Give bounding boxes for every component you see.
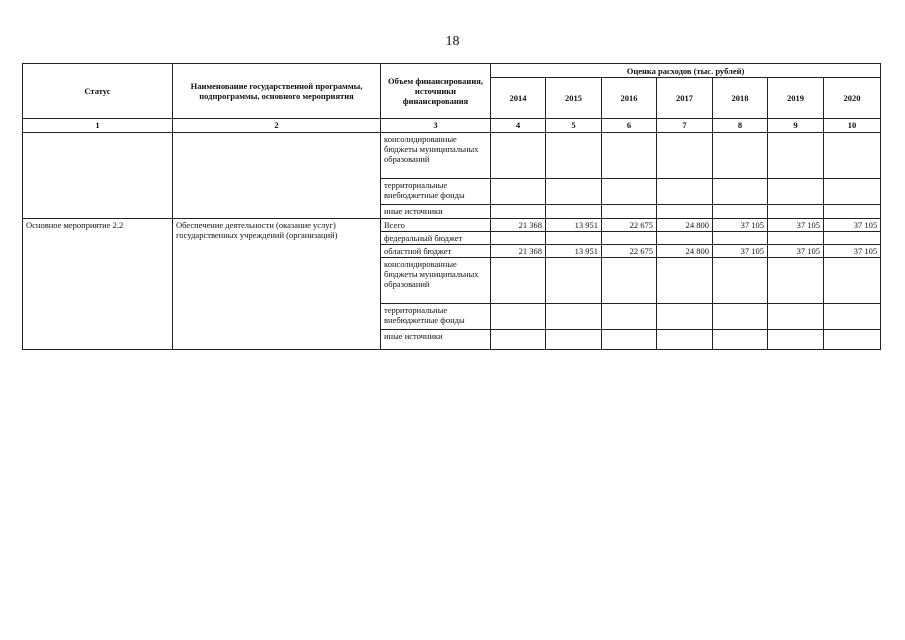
value-cell (657, 179, 713, 205)
header-year: 2020 (824, 78, 881, 119)
value-cell (713, 330, 768, 350)
header-year: 2017 (657, 78, 713, 119)
column-number: 8 (713, 119, 768, 133)
value-cell (768, 232, 824, 245)
value-cell (491, 133, 546, 179)
header-year: 2014 (491, 78, 546, 119)
source-cell: иные источники (381, 330, 491, 350)
value-cell (546, 304, 602, 330)
header-year: 2015 (546, 78, 602, 119)
value-cell (546, 232, 602, 245)
header-year: 2016 (602, 78, 657, 119)
value-cell (657, 133, 713, 179)
value-cell (602, 133, 657, 179)
value-cell (713, 304, 768, 330)
value-cell (768, 133, 824, 179)
column-number: 9 (768, 119, 824, 133)
value-cell (602, 232, 657, 245)
value-cell (768, 258, 824, 304)
column-numbers-row (23, 119, 881, 133)
column-number: 3 (381, 119, 491, 133)
value-cell: 13 951 (546, 245, 602, 258)
column-number: 7 (657, 119, 713, 133)
value-cell (824, 304, 881, 330)
value-cell (657, 258, 713, 304)
value-cell: 21 368 (491, 245, 546, 258)
value-cell (491, 179, 546, 205)
name-cell: Обеспечение деятельности (оказание услуг) государственных учреждений (организаций) (173, 219, 381, 350)
value-cell (824, 232, 881, 245)
column-number: 6 (602, 119, 657, 133)
value-cell (768, 205, 824, 219)
header-status: Статус (23, 64, 173, 119)
value-cell: 37 105 (768, 245, 824, 258)
value-cell (824, 258, 881, 304)
source-cell: территориальные внебюджетные фонды (381, 179, 491, 205)
value-cell (657, 330, 713, 350)
column-number: 10 (824, 119, 881, 133)
value-cell: 24 800 (657, 219, 713, 232)
header-year: 2019 (768, 78, 824, 119)
column-number: 1 (23, 119, 173, 133)
value-cell (602, 330, 657, 350)
value-cell (824, 330, 881, 350)
value-cell: 21 368 (491, 219, 546, 232)
value-cell (546, 205, 602, 219)
budget-table (22, 63, 881, 350)
status-cell: Основное мероприятие 2.2 (23, 219, 173, 350)
value-cell (546, 179, 602, 205)
table-row (23, 133, 881, 179)
table-row (23, 219, 881, 232)
column-number: 4 (491, 119, 546, 133)
value-cell: 37 105 (768, 219, 824, 232)
value-cell (657, 205, 713, 219)
value-cell: 37 105 (713, 219, 768, 232)
source-cell: консолидированные бюджеты муниципальных образований (381, 258, 491, 304)
column-number: 5 (546, 119, 602, 133)
page-number: 18 (445, 34, 460, 49)
value-cell (546, 133, 602, 179)
value-cell (768, 304, 824, 330)
value-cell (546, 330, 602, 350)
value-cell (824, 179, 881, 205)
header-estimate: Оценка расходов (тыс. рублей) (491, 64, 881, 78)
header-year: 2018 (713, 78, 768, 119)
value-cell (602, 304, 657, 330)
value-cell (768, 179, 824, 205)
value-cell: 37 105 (824, 219, 881, 232)
source-cell: Всего (381, 219, 491, 232)
value-cell (491, 232, 546, 245)
value-cell: 37 105 (824, 245, 881, 258)
value-cell (657, 232, 713, 245)
status-cell (23, 133, 173, 219)
source-cell: территориальные внебюджетные фонды (381, 304, 491, 330)
value-cell: 24 800 (657, 245, 713, 258)
value-cell (713, 232, 768, 245)
source-cell: консолидированные бюджеты муниципальных образований (381, 133, 491, 179)
value-cell (768, 330, 824, 350)
value-cell (602, 179, 657, 205)
value-cell (713, 179, 768, 205)
value-cell: 37 105 (713, 245, 768, 258)
header-name: Наименование государственной программы, подпрограммы, основного мероприятия (173, 64, 381, 119)
header-volume: Объем финансирования, источники финансирования (381, 64, 491, 119)
column-number: 2 (173, 119, 381, 133)
value-cell (713, 205, 768, 219)
value-cell (602, 258, 657, 304)
value-cell (491, 304, 546, 330)
value-cell (491, 258, 546, 304)
value-cell (657, 304, 713, 330)
source-cell: иные источники (381, 205, 491, 219)
value-cell (713, 133, 768, 179)
source-cell: федеральный бюджет (381, 232, 491, 245)
value-cell (824, 133, 881, 179)
value-cell: 13 951 (546, 219, 602, 232)
value-cell (491, 330, 546, 350)
value-cell (824, 205, 881, 219)
name-cell (173, 133, 381, 219)
source-cell: областной бюджет (381, 245, 491, 258)
value-cell: 22 675 (602, 219, 657, 232)
value-cell: 22 675 (602, 245, 657, 258)
value-cell (602, 205, 657, 219)
value-cell (713, 258, 768, 304)
value-cell (546, 258, 602, 304)
value-cell (491, 205, 546, 219)
